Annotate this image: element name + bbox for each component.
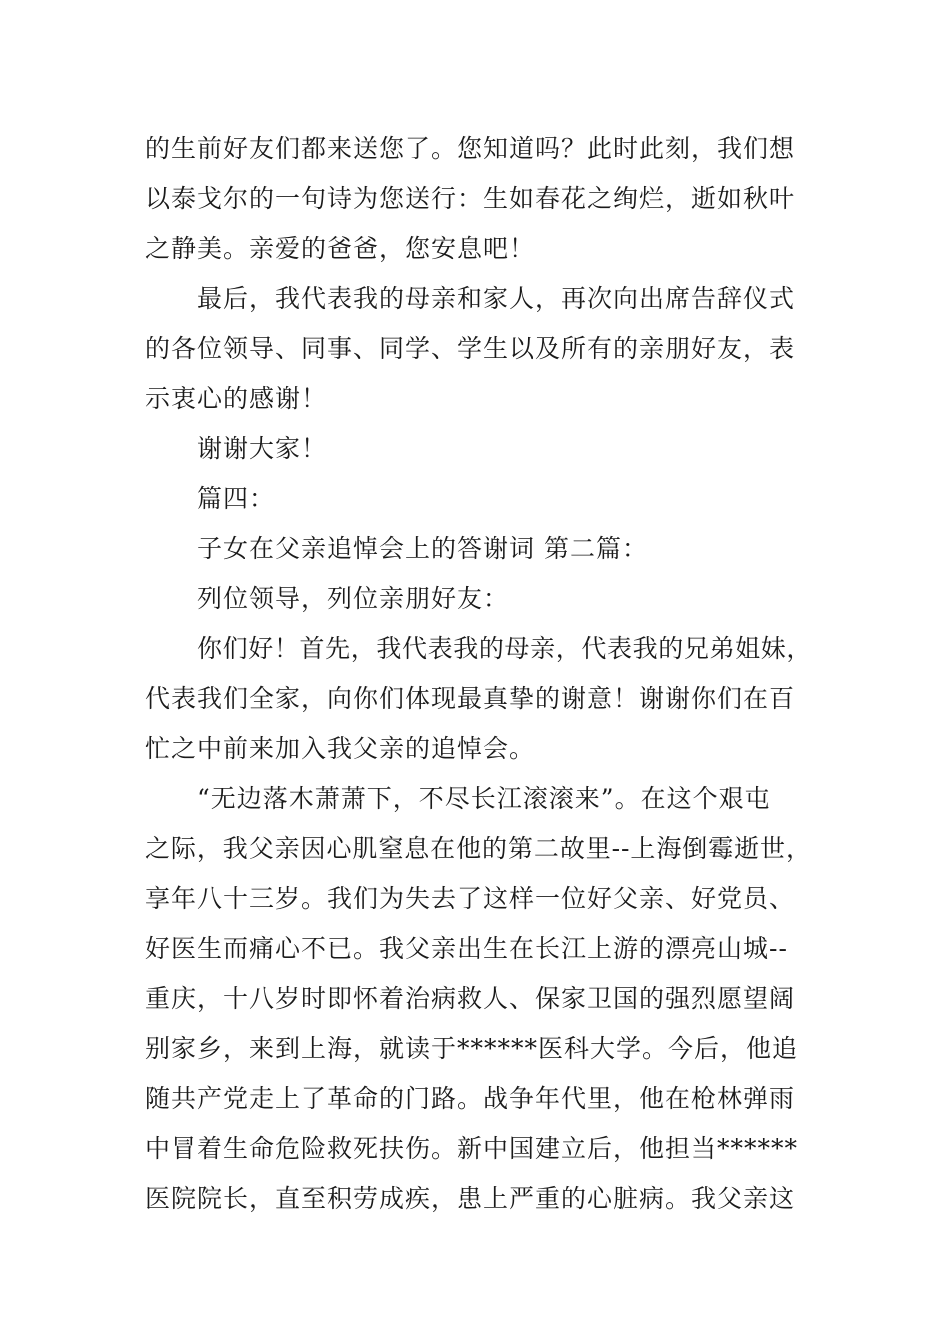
text-line: 中冒着生命危险救死扶伤。新中国建立后，他担当******: [145, 1134, 799, 1163]
salutation: 列位领导，列位亲朋好友：: [197, 584, 510, 613]
text-line: 最后，我代表我的母亲和家人，再次向出席告辞仪式: [197, 284, 796, 313]
text-line: 之静美。亲爱的爸爸，您安息吧！: [145, 234, 536, 263]
text-line: 随共产党走上了革命的门路。战争年代里，他在枪林弹雨: [145, 1084, 796, 1113]
text-line: 谢谢大家！: [197, 434, 328, 463]
text-line: 你们好！首先，我代表我的母亲，代表我的兄弟姐妹，: [197, 634, 813, 663]
text-line: 别家乡，来到上海，就读于******医科大学。今后，他追: [145, 1034, 799, 1063]
text-line: 以泰戈尔的一句诗为您送行：生如春花之绚烂，逝如秋叶: [145, 184, 796, 213]
text-line: 忙之中前来加入我父亲的追悼会。: [145, 734, 536, 763]
text-line: 好医生而痛心不已。我父亲出生在长江上游的漂亮山城--: [145, 934, 788, 963]
section-title: 子女在父亲追悼会上的答谢词 第二篇：: [197, 534, 648, 563]
text-line: 之际，我父亲因心肌窒息在他的第二故里--上海倒霉逝世，: [145, 834, 812, 863]
text-line: 示衷心的感谢！: [145, 384, 328, 413]
text-line: 医院院长，直至积劳成疾，患上严重的心脏病。我父亲这: [145, 1184, 796, 1213]
text-line: 的生前好友们都来送您了。您知道吗？此时此刻，我们想: [145, 134, 796, 163]
text-line: 的各位领导、同事、同学、学生以及所有的亲朋好友，表: [145, 334, 796, 363]
text-line: 享年八十三岁。我们为失去了这样一位好父亲、好党员、: [145, 884, 796, 913]
text-line: “无边落木萧萧下，不尽长江滚滚来”。在这个艰屯: [197, 784, 771, 813]
text-line: 重庆，十八岁时即怀着治病救人、保家卫国的强烈愿望阔: [145, 984, 796, 1013]
text-line: 代表我们全家，向你们体现最真挚的谢意！谢谢你们在百: [145, 684, 796, 713]
section-heading: 篇四：: [197, 484, 276, 513]
